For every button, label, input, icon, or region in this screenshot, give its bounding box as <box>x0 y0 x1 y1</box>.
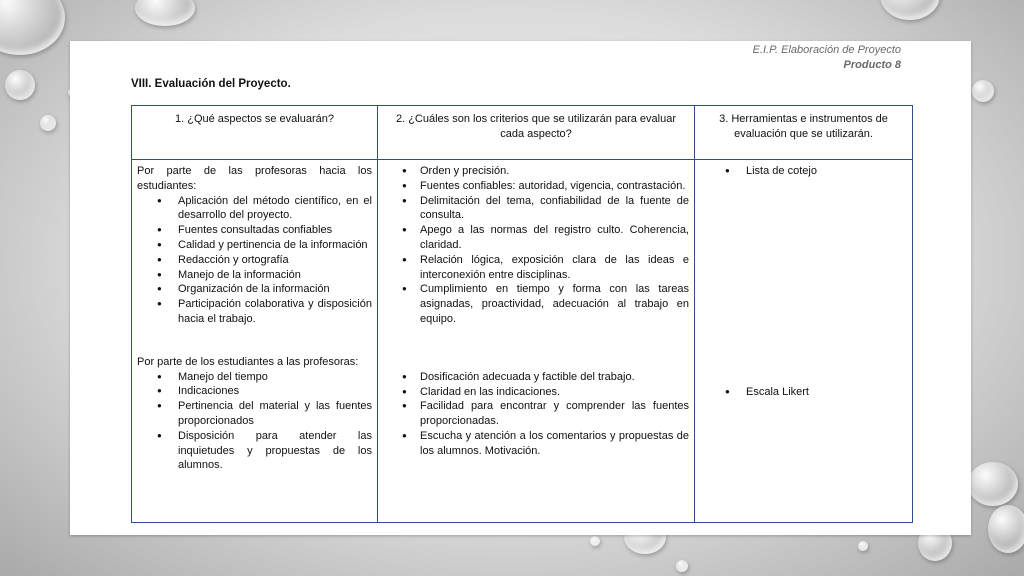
header-criteria: 2. ¿Cuáles son los criterios que se utilizarán para evaluar cada aspecto? <box>378 106 695 160</box>
list-item: ● Manejo de la información <box>178 268 372 283</box>
header-tools: 3. Herramientas e instrumentos de evaluación que se utilizarán. <box>695 106 913 160</box>
list-item: ● Participación colaborativa y disposición hacia el trabajo. <box>178 297 372 327</box>
section-title: VIII. Evaluación del Proyecto. <box>131 78 291 90</box>
water-drop <box>858 541 868 551</box>
list-item: ● Aplicación del método científico, en el desarrollo del proyecto. <box>178 194 372 224</box>
list-item: ● Dosificación adecuada y factible del trabajo. <box>420 370 689 385</box>
list-item: ● Lista de cotejo <box>746 164 907 179</box>
list-item: ● Claridad en las indicaciones. <box>420 385 689 400</box>
water-drop <box>0 0 65 55</box>
table-row <box>132 160 913 523</box>
list-item: ● Fuentes consultadas confiables <box>178 223 372 238</box>
block1-intro: Por parte de las profesoras hacia los estudiantes: <box>137 165 372 192</box>
water-drop <box>968 462 1018 506</box>
block2-aspects-list <box>137 370 372 474</box>
water-drop <box>880 0 940 20</box>
list-item: ● Manejo del tiempo <box>178 370 372 385</box>
water-drop <box>676 560 688 572</box>
water-drop <box>988 505 1024 553</box>
water-drop <box>590 536 600 546</box>
list-item: ● Delimitación del tema, confiabilidad de la fuente de consulta. <box>420 194 689 224</box>
list-item: ● Apego a las normas del registro culto. Coherencia, claridad. <box>420 223 689 253</box>
list-item: ● Escala Likert <box>746 385 907 400</box>
list-item: ● Cumplimiento en tiempo y forma con las tareas asignadas, proactividad, adecuación al trabajo en equipo. <box>420 282 689 326</box>
list-item: ● Relación lógica, exposición clara de las ideas e interconexión entre disciplinas. <box>420 253 689 283</box>
block2-tools-list <box>700 385 907 400</box>
water-drop <box>40 115 56 131</box>
document-page <box>70 41 971 535</box>
aspects-cell <box>132 160 378 523</box>
header-product: Producto 8 <box>843 59 901 71</box>
list-item: ● Calidad y pertinencia de la información <box>178 238 372 253</box>
water-drop <box>135 0 195 26</box>
header-aspects: 1. ¿Qué aspectos se evaluarán? <box>132 106 378 160</box>
block2-criteria-list <box>383 370 689 459</box>
list-item: ● Indicaciones <box>178 384 372 399</box>
water-drop <box>972 80 994 102</box>
table-header-row <box>132 106 913 160</box>
list-item: ● Redacción y ortografía <box>178 253 372 268</box>
evaluation-table <box>131 105 913 523</box>
block1-aspects-list <box>137 194 372 327</box>
tools-cell <box>695 160 913 523</box>
list-item: ● Disposición para atender las inquietudes y propuestas de los alumnos. <box>178 429 372 473</box>
header-course: E.I.P. Elaboración de Proyecto <box>752 44 901 56</box>
block1-criteria-list <box>383 164 689 327</box>
list-item: ● Pertinencia del material y las fuentes proporcionados <box>178 399 372 429</box>
list-item: ● Orden y precisión. <box>420 164 689 179</box>
list-item: ● Organización de la información <box>178 282 372 297</box>
document-header <box>753 44 901 71</box>
list-item: ● Fuentes confiables: autoridad, vigencia, contrastación. <box>420 179 689 194</box>
block2-intro: Por parte de los estudiantes a las profesoras: <box>137 355 359 368</box>
criteria-cell <box>378 160 695 523</box>
block1-tools-list <box>700 164 907 179</box>
list-item: ● Escucha y atención a los comentarios y propuestas de los alumnos. Motivación. <box>420 429 689 459</box>
water-drop <box>5 70 35 100</box>
list-item: ● Facilidad para encontrar y comprender las fuentes proporcionadas. <box>420 399 689 429</box>
